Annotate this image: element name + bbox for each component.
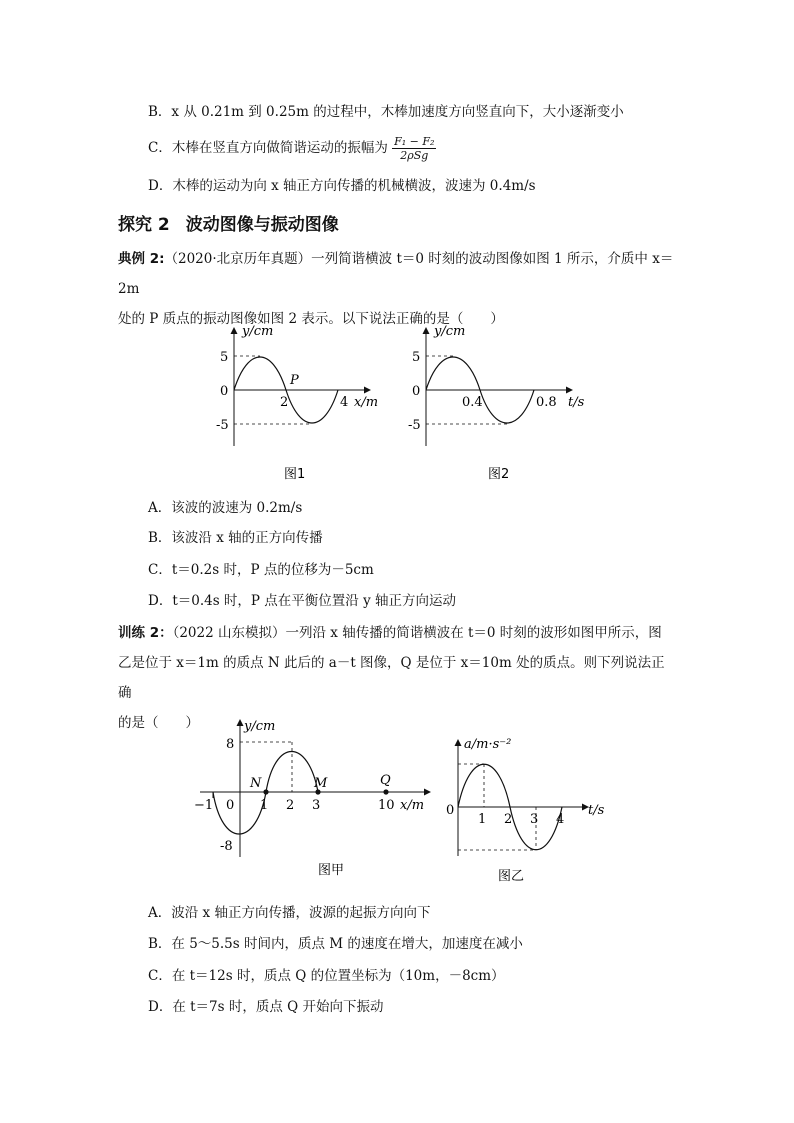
fig1-y0: 0 (220, 384, 229, 399)
fig2-x04: 0.4 (462, 395, 483, 410)
amplitude-fraction (392, 135, 436, 162)
option-d-prev: D．木棒的运动为向 x 轴正方向传播的机械横波，波速为 0.4m/s (148, 178, 536, 194)
figA-x3: 3 (312, 798, 321, 813)
fig2-xlabel: t/s (568, 395, 585, 410)
training2-line2: 乙是位于 x＝1m 的质点 N 此后的 a－t 图像，Q 是位于 x＝10m 处的质点。则下列说法正确 (118, 655, 665, 701)
figB-x4: 4 (556, 812, 565, 827)
option-c-prev (148, 135, 436, 162)
fig1-x4: 4 (340, 395, 349, 410)
figure-yi-acceleration-graph (440, 728, 610, 888)
figA-label-q: Q (380, 773, 391, 788)
training2-label: 训练 2： (118, 625, 173, 641)
figA-caption: 图甲 (318, 863, 345, 878)
fig1-y5: 5 (220, 350, 229, 365)
figA-label-n: N (250, 776, 262, 791)
fig2-y5: 5 (412, 350, 421, 365)
figA-ylabel: y/cm (244, 719, 276, 734)
fig2-y0: 0 (412, 384, 421, 399)
fig1-xlabel: x/m (354, 395, 379, 410)
figB-x3: 3 (530, 812, 539, 827)
fig1-caption: 图1 (284, 467, 306, 482)
fig1-x2: 2 (280, 395, 289, 410)
figA-xlabel: x/m (400, 798, 425, 813)
option-b-prev: B．x 从 0.21m 到 0.25m 的过程中，木棒加速度方向竖直向下，大小逐渐变小 (148, 104, 624, 120)
fig2-ylabel: y/cm (434, 324, 466, 339)
example2-option-d: D．t＝0.4s 时，P 点在平衡位置沿 y 轴正方向运动 (148, 593, 457, 609)
figA-y8: 8 (226, 737, 235, 752)
fig1-point-p: P (290, 373, 299, 388)
option-c-prev-text: C．木棒在竖直方向做简谐运动的振幅为 (148, 140, 388, 156)
figB-x2: 2 (504, 812, 513, 827)
training2-line3: 的是（ ） (118, 715, 199, 731)
fig1-ylabel: y/cm (242, 324, 274, 339)
figB-ylabel: a/m·s⁻² (464, 737, 512, 752)
figB-y0: 0 (446, 803, 455, 818)
figB-xlabel: t/s (588, 803, 605, 818)
fig1-yn5: -5 (216, 418, 229, 433)
training2-line1: 一列沿 x 轴传播的简谐横波在 t＝0 时刻的波形如图甲所示，图 (285, 625, 662, 641)
figA-x1: 1 (260, 798, 269, 813)
example2-stem (118, 244, 678, 334)
example2-label: 典例 2: (118, 251, 165, 267)
example2-option-b: B．该波沿 x 轴的正方向传播 (148, 530, 323, 546)
example2-option-c: C．t＝0.2s 时，P 点的位移为－5cm (148, 562, 374, 578)
figB-x1: 1 (478, 812, 487, 827)
figA-label-m: M (314, 776, 328, 791)
section-heading (118, 210, 355, 235)
figA-x2: 2 (286, 798, 295, 813)
training2-option-b: B．在 5～5.5s 时间内，质点 M 的速度在增大，加速度在减小 (148, 936, 523, 952)
figure-1-wave-graph (210, 318, 380, 488)
figA-x10: 10 (378, 798, 395, 813)
figure-2-vibration-graph (400, 318, 590, 488)
training2-option-c: C．在 t＝12s 时，质点 Q 的位置坐标为（10m，－8cm） (148, 968, 505, 984)
example2-line1: 一列简谐横波 t＝0 时刻的波动图像如图 1 所示，介质中 x＝2m (118, 251, 674, 297)
example2-line2: 处的 P 质点的振动图像如图 2 表示。以下说法正确的是（ ） (118, 311, 504, 327)
fig2-caption: 图2 (488, 467, 510, 482)
example2-source: （2020·北京历年真题） (164, 251, 312, 267)
point-n-dot (263, 789, 268, 794)
fig2-x08: 0.8 (536, 395, 557, 410)
fraction-denominator: 2ρSg (400, 149, 429, 162)
training2-option-a: A．波沿 x 轴正方向传播，波源的起振方向向下 (148, 905, 431, 921)
figA-x0: 0 (226, 798, 235, 813)
training2-option-d: D．在 t＝7s 时，质点 Q 开始向下振动 (148, 999, 384, 1015)
section-number: 探究 2 (118, 215, 170, 235)
example2-option-a: A．该波的波速为 0.2m/s (148, 500, 303, 516)
training2-source: （2022 山东模拟） (172, 625, 286, 641)
figure-jia-wave-graph (190, 712, 440, 887)
section-title: 波动图像与振动图像 (185, 215, 339, 235)
figA-yn8: -8 (220, 839, 233, 854)
figB-caption: 图乙 (498, 869, 525, 884)
figA-xn1: −1 (194, 798, 214, 813)
point-q-dot (383, 789, 388, 794)
fig2-yn5: -5 (408, 418, 421, 433)
fraction-numerator: F₁ − F₂ (394, 135, 435, 148)
